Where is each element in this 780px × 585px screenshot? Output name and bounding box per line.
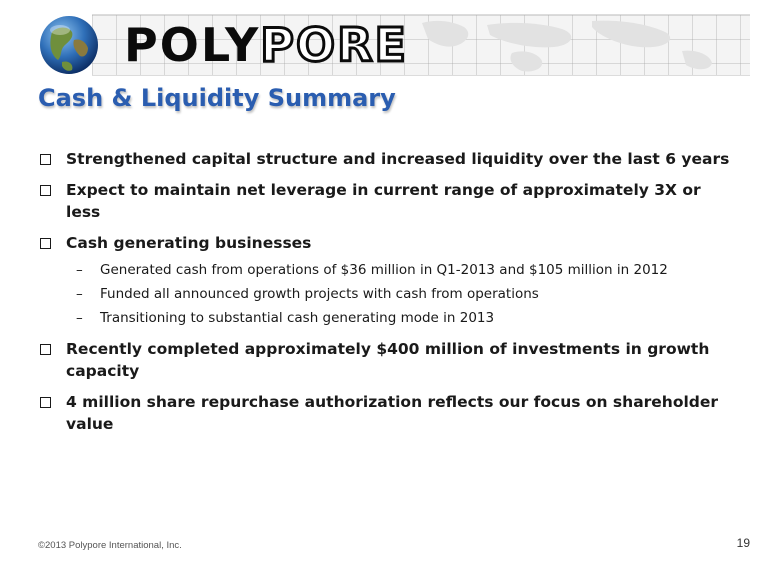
bullet-item — [38, 391, 738, 435]
globe-logo-icon — [38, 14, 100, 76]
sub-bullet-list — [38, 261, 738, 328]
dash-bullet-icon: – — [76, 286, 83, 302]
bullet-text: Strengthened capital structure and increased liquidity over the last 6 years — [66, 150, 730, 168]
dash-bullet-icon: – — [76, 262, 83, 278]
bullet-text: Expect to maintain net leverage in current range of approximately 3X or less — [66, 181, 701, 221]
page-number: 19 — [736, 536, 750, 550]
bullet-text: Recently completed approximately $400 million of investments in growth capacity — [66, 340, 710, 380]
dash-bullet-icon: – — [76, 310, 83, 326]
checkbox-bullet-icon — [40, 238, 51, 249]
sub-bullet-item — [38, 309, 738, 328]
checkbox-bullet-icon — [40, 185, 51, 196]
company-logo — [124, 20, 408, 70]
logo-text-outline: PORE — [260, 18, 408, 72]
slide-content — [38, 148, 738, 444]
bullet-item — [38, 179, 738, 223]
sub-bullet-text: Generated cash from operations of $36 million in Q1-2013 and $105 million in 2012 — [100, 262, 668, 278]
checkbox-bullet-icon — [40, 344, 51, 355]
bullet-text: 4 million share repurchase authorization reflects our focus on shareholder value — [66, 393, 719, 433]
bullet-item — [38, 338, 738, 382]
sub-bullet-item — [38, 285, 738, 304]
sub-bullet-text: Funded all announced growth projects with cash from operations — [100, 286, 539, 302]
sub-bullet-item — [38, 261, 738, 280]
checkbox-bullet-icon — [40, 397, 51, 408]
copyright-notice: ©2013 Polypore International, Inc. — [38, 540, 182, 551]
checkbox-bullet-icon — [40, 154, 51, 165]
slide-title: Cash & Liquidity Summary — [38, 84, 396, 112]
bullet-item — [38, 232, 738, 254]
sub-bullet-text: Transitioning to substantial cash generating mode in 2013 — [100, 310, 495, 326]
bullet-item — [38, 148, 738, 170]
logo-text-solid: POLY — [124, 18, 261, 72]
bullet-text: Cash generating businesses — [66, 234, 312, 252]
